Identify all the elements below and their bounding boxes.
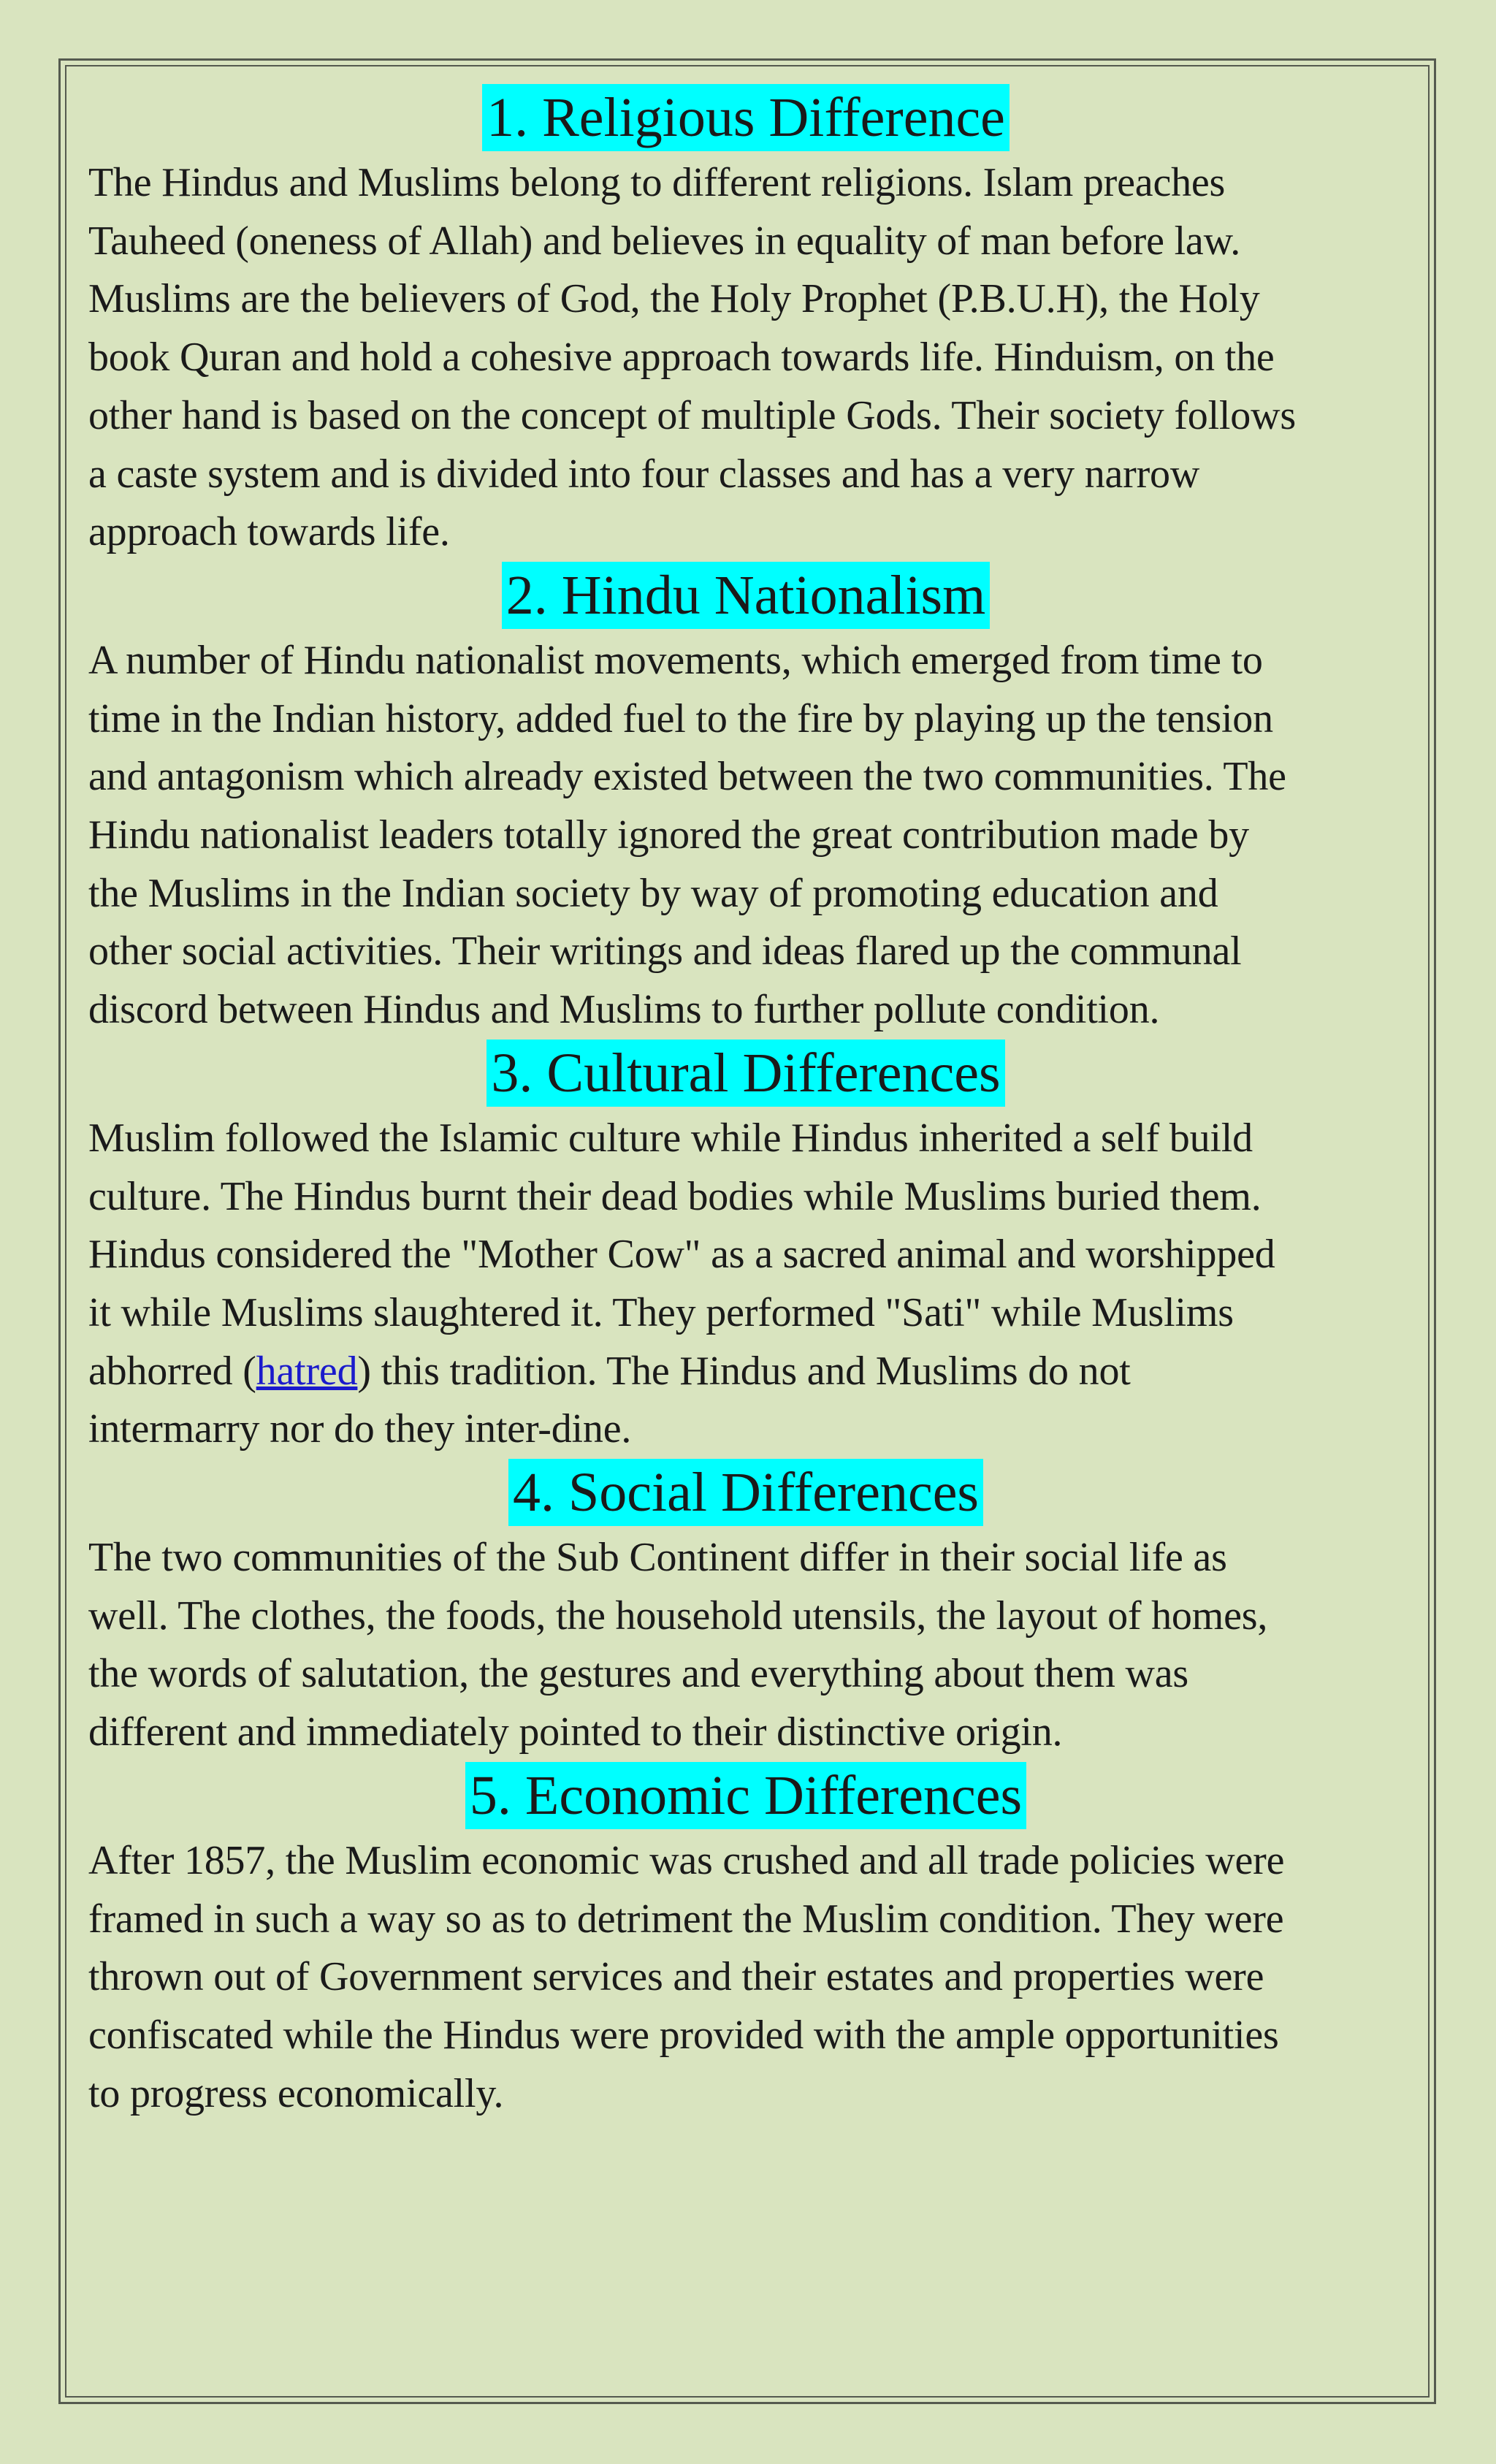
text-line: approach towards life. xyxy=(88,509,450,555)
text-line: framed in such a way so as to detriment the Muslim condition. They were xyxy=(88,1896,1284,1942)
section-heading: 1. Religious Difference xyxy=(88,84,1403,154)
text-line: different and immediately pointed to their distinctive origin. xyxy=(88,1709,1063,1755)
document-content xyxy=(88,84,1403,2123)
text-line: Tauheed (oneness of Allah) and believes in equality of man before law. xyxy=(88,218,1240,264)
text-line: Hindus considered the "Mother Cow" as a sacred animal and worshipped xyxy=(88,1232,1275,1278)
text-line: After 1857, the Muslim economic was crushed and all trade policies were xyxy=(88,1837,1285,1883)
text-line: the words of salutation, the gestures and everything about them was xyxy=(88,1651,1189,1697)
section-cultural-differences xyxy=(88,1040,1403,1459)
text-line: The Hindus and Muslims belong to different religions. Islam preaches xyxy=(88,160,1226,205)
text-line: Hindu nationalist leaders totally ignored the great contribution made by xyxy=(88,812,1249,858)
text-line: intermarry nor do they inter-dine. xyxy=(88,1406,632,1452)
section-social-differences xyxy=(88,1459,1403,1762)
text-line: other hand is based on the concept of multiple Gods. Their society follows xyxy=(88,392,1296,438)
text-line: culture. The Hindus burnt their dead bodies while Muslims buried them. xyxy=(88,1173,1262,1219)
text-line: discord between Hindus and Muslims to further pollute condition. xyxy=(88,987,1160,1033)
text-line: and antagonism which already existed between the two communities. The xyxy=(88,754,1286,800)
section-hindu-nationalism xyxy=(88,562,1403,1040)
text-line: ) this tradition. The Hindus and Muslims do not xyxy=(357,1348,1131,1394)
text-line: to progress economically. xyxy=(88,2070,504,2116)
text-line: it while Muslims slaughtered it. They performed "Sati" while Muslims xyxy=(88,1289,1234,1335)
text-line: thrown out of Government services and their estates and properties were xyxy=(88,1954,1264,2000)
section-body xyxy=(88,1110,1403,1459)
text-line: Muslims are the believers of God, the Holy Prophet (P.B.U.H), the Holy xyxy=(88,276,1260,322)
text-line: confiscated while the Hindus were provided with the ample opportunities xyxy=(88,2012,1279,2058)
text-line: well. The clothes, the foods, the household utensils, the layout of homes, xyxy=(88,1593,1268,1639)
text-line: Muslim followed the Islamic culture while Hindus inherited a self build xyxy=(88,1115,1253,1161)
text-line: the Muslims in the Indian society by way of promoting education and xyxy=(88,870,1218,916)
text-line: a caste system and is divided into four classes and has a very narrow xyxy=(88,451,1200,497)
section-body xyxy=(88,632,1403,1040)
section-heading: 5. Economic Differences xyxy=(88,1762,1403,1832)
text-line: other social activities. Their writings and ideas flared up the communal xyxy=(88,928,1242,974)
section-economic-differences xyxy=(88,1762,1403,2124)
section-heading: 4. Social Differences xyxy=(88,1459,1403,1529)
text-line: A number of Hindu nationalist movements, which emerged from time to xyxy=(88,637,1263,683)
text-line: The two communities of the Sub Continent differ in their social life as xyxy=(88,1535,1227,1581)
text-line: time in the Indian history, added fuel to the fire by playing up the tension xyxy=(88,695,1273,741)
section-heading: 2. Hindu Nationalism xyxy=(88,562,1403,632)
section-religious-difference xyxy=(88,84,1403,562)
section-body xyxy=(88,154,1403,562)
text-line: book Quran and hold a cohesive approach towards life. Hinduism, on the xyxy=(88,335,1275,381)
hatred-link[interactable]: hatred xyxy=(256,1348,358,1394)
section-heading: 3. Cultural Differences xyxy=(88,1040,1403,1110)
section-body xyxy=(88,1832,1403,2124)
section-body xyxy=(88,1529,1403,1762)
text-line: abhorred ( xyxy=(88,1348,256,1394)
